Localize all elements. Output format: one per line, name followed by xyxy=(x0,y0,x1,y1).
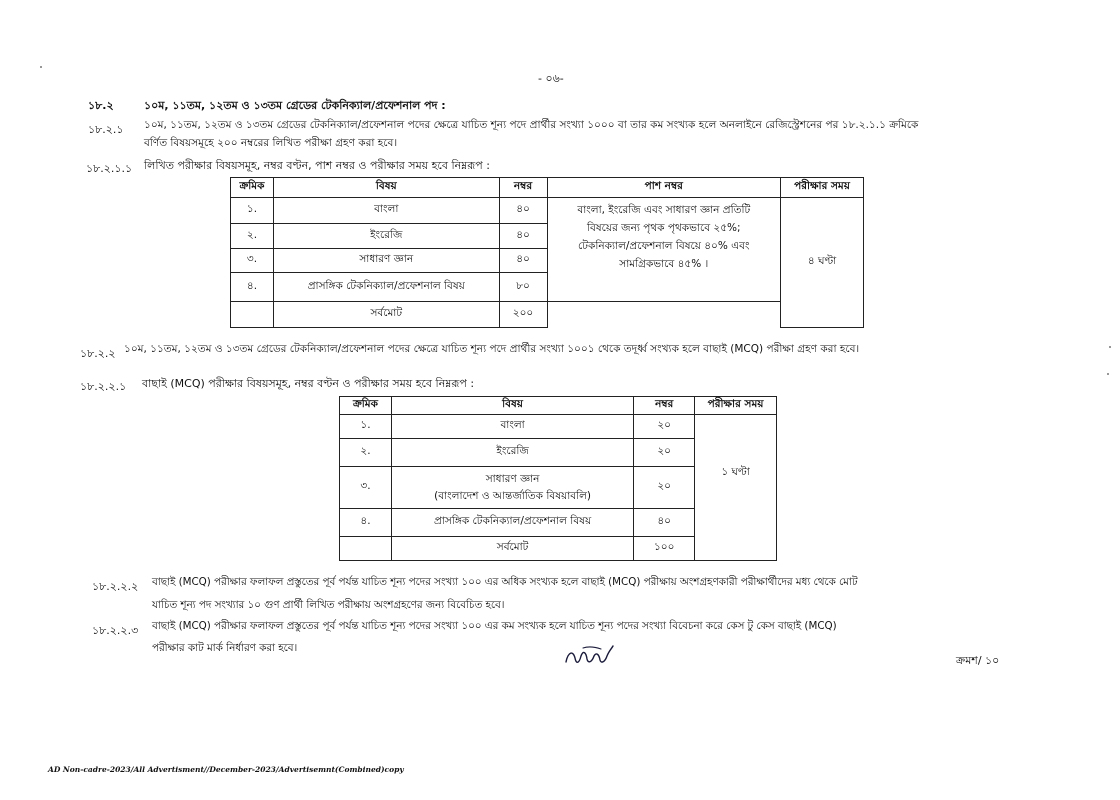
cell-marks: ২০ xyxy=(634,415,695,439)
paragraph-line: লিখিত পরীক্ষার বিষয়সমূহ, নম্বর বণ্টন, পাশ নম্বর ও পরীক্ষার সময় হবে নিম্নরূপ : xyxy=(144,159,490,172)
paragraph-line: যাচিত শূন্য পদ সংখ্যার ১০ গুণ প্রার্থী লিখিত পরীক্ষায় অংশগ্রহণের জন্য বিবেচিত হবে। xyxy=(152,599,505,611)
paragraph-line: ১০ম, ১১তম, ১২তম ও ১৩তম গ্রেডের টেকনিক্যাল/প্রফেশনাল পদের ক্ষেত্রে যাচিত শূন্য পদে প্রার্থীর সংখ্যা ১০০১ থেকে তদূর্ধ্ব সংখ্যক হলে বাছাই (MCQ) পরীক্ষা গ্রহণ করা হবে। xyxy=(124,343,860,355)
cell-subject: বাংলা xyxy=(391,415,633,439)
cell-serial: ১. xyxy=(340,415,392,439)
section-number: ১৮.২.১ xyxy=(88,123,124,136)
cell-subject: ইংরেজি xyxy=(391,439,633,467)
paragraph-line: বাছাই (MCQ) পরীক্ষার ফলাফল প্রস্তুতের পূর্ব পর্যন্ত যাচিত শূন্য পদের সংখ্যা ১০০ এর কম সংখ্যক হলে যাচিত শূন্য পদের সংখ্যা বিবেচনা করে কেস টু কেস বাছাই (MCQ) xyxy=(152,620,837,632)
header-subject: বিষয় xyxy=(391,397,633,415)
paragraph-line: বাছাই (MCQ) পরীক্ষার বিষয়সমূহ, নম্বর বণ্টন ও পরীক্ষার সময় হবে নিম্নরূপ : xyxy=(142,377,475,390)
cell-serial: ২. xyxy=(231,224,274,249)
paragraph-line: বর্ণিত বিষয়সমূহে ২০০ নম্বরের লিখিত পরীক্ষা গ্রহণ করা হবে। xyxy=(144,137,398,149)
cell-serial: ৩. xyxy=(231,249,274,273)
section-number: ১৮.২.২.৩ xyxy=(92,624,139,637)
header-marks: নম্বর xyxy=(499,178,547,198)
header-marks: নম্বর xyxy=(634,397,695,415)
cell-serial: ৪. xyxy=(340,509,392,537)
header-pass-marks: পাশ নম্বর xyxy=(547,178,781,198)
written-exam-table xyxy=(230,177,864,328)
scan-dot xyxy=(40,66,42,68)
total-label: সর্বমোট xyxy=(391,537,633,561)
cell-subject: প্রাসঙ্গিক টেকনিক্যাল/প্রফেশনাল বিষয় xyxy=(391,509,633,537)
exam-time-cell: ৪ ঘণ্টা xyxy=(781,198,864,328)
cell-subject-line: সাধারণ জ্ঞান xyxy=(485,472,540,485)
scan-dot xyxy=(1109,346,1111,348)
cell-subject: সাধারণ জ্ঞান xyxy=(273,249,499,273)
total-marks: ১০০ xyxy=(634,537,695,561)
paragraph-line: ১০ম, ১১তম, ১২তম ও ১৩তম গ্রেডের টেকনিক্যাল/প্রফেশনাল পদের ক্ষেত্রে যাচিত শূন্য পদে প্রার্থীর সংখ্যা ১০০০ বা তার কম সংখ্যক হলে অনলাইনে রেজিস্ট্রেশনের পর ১৮.২.১.১ ক্রমিকে xyxy=(144,119,919,131)
section-number: ১৮.২.২ xyxy=(80,347,116,360)
cell-serial xyxy=(340,537,392,561)
cell-marks: ৪০ xyxy=(499,249,547,273)
total-label: সর্বমোট xyxy=(273,302,499,328)
cell-serial xyxy=(231,302,274,328)
continued-marker: ক্রমশ/ ১০ xyxy=(956,654,1000,667)
total-marks: ২০০ xyxy=(499,302,547,328)
cell-empty xyxy=(547,302,781,328)
cell-marks: ৪০ xyxy=(499,198,547,224)
header-exam-time: পরীক্ষার সময় xyxy=(695,397,777,415)
exam-time-cell: ১ ঘণ্টা xyxy=(695,415,777,561)
cell-marks: ৪০ xyxy=(499,224,547,249)
cell-subject: বাংলা xyxy=(273,198,499,224)
cell-serial: ৪. xyxy=(231,273,274,302)
pass-marks-line: বিষয়ের জন্য পৃথক পৃথকভাবে ২৫%; xyxy=(587,222,741,234)
page-number: - ০৬- xyxy=(538,72,564,85)
cell-serial: ৩. xyxy=(340,467,392,509)
cell-marks: ৮০ xyxy=(499,273,547,302)
cell-subject: প্রাসঙ্গিক টেকনিক্যাল/প্রফেশনাল বিষয় xyxy=(273,273,499,302)
header-exam-time: পরীক্ষার সময় xyxy=(781,178,864,198)
scan-dot xyxy=(1107,373,1109,375)
pass-marks-line: টেকনিক্যাল/প্রফেশনাল বিষয়ে ৪০% এবং xyxy=(578,240,750,252)
header-subject: বিষয় xyxy=(273,178,499,198)
section-heading: ১০ম, ১১তম, ১২তম ও ১৩তম গ্রেডের টেকনিক্যাল/প্রফেশনাল পদ : xyxy=(144,99,446,112)
cell-subject: ইংরেজি xyxy=(273,224,499,249)
cell-marks: ২০ xyxy=(634,439,695,467)
section-number: ১৮.২.১.১ xyxy=(86,162,133,175)
cell-serial: ১. xyxy=(231,198,274,224)
header-serial: ক্রমিক xyxy=(340,397,392,415)
cell-subject xyxy=(391,467,633,509)
section-number: ১৮.২ xyxy=(88,99,114,112)
header-serial: ক্রমিক xyxy=(231,178,274,198)
signature xyxy=(563,642,615,668)
cell-serial: ২. xyxy=(340,439,392,467)
cell-marks: ২০ xyxy=(634,467,695,509)
paragraph-line: পরীক্ষার কাট মার্ক নির্ধারণ করা হবে। xyxy=(152,642,298,654)
cell-subject-line: (বাংলাদেশ ও আন্তর্জাতিক বিষয়াবলি) xyxy=(434,489,592,502)
section-number: ১৮.২.২.২ xyxy=(92,580,139,593)
pass-marks-line: সামগ্রিকভাবে ৪৫% । xyxy=(619,258,709,270)
paragraph-line: বাছাই (MCQ) পরীক্ষার ফলাফল প্রস্তুতের পূর্ব পর্যন্ত যাচিত শূন্য পদের সংখ্যা ১০০ এর অধিক সংখ্যক হলে বাছাই (MCQ) পরীক্ষায় অংশগ্রহণকারী পরীক্ষার্থীদের মধ্য থেকে মোট xyxy=(152,576,858,588)
mcq-exam-table xyxy=(339,396,777,561)
footer-file-path: AD Non-cadre-2023/All Advertisment//December-2023/Advertisemnt(Combined)copy xyxy=(48,765,404,774)
section-number: ১৮.২.২.১ xyxy=(80,380,127,393)
pass-marks-line: বাংলা, ইংরেজি এবং সাধারণ জ্ঞান প্রতিটি xyxy=(577,204,751,216)
pass-marks-cell xyxy=(547,198,781,302)
cell-marks: ৪০ xyxy=(634,509,695,537)
